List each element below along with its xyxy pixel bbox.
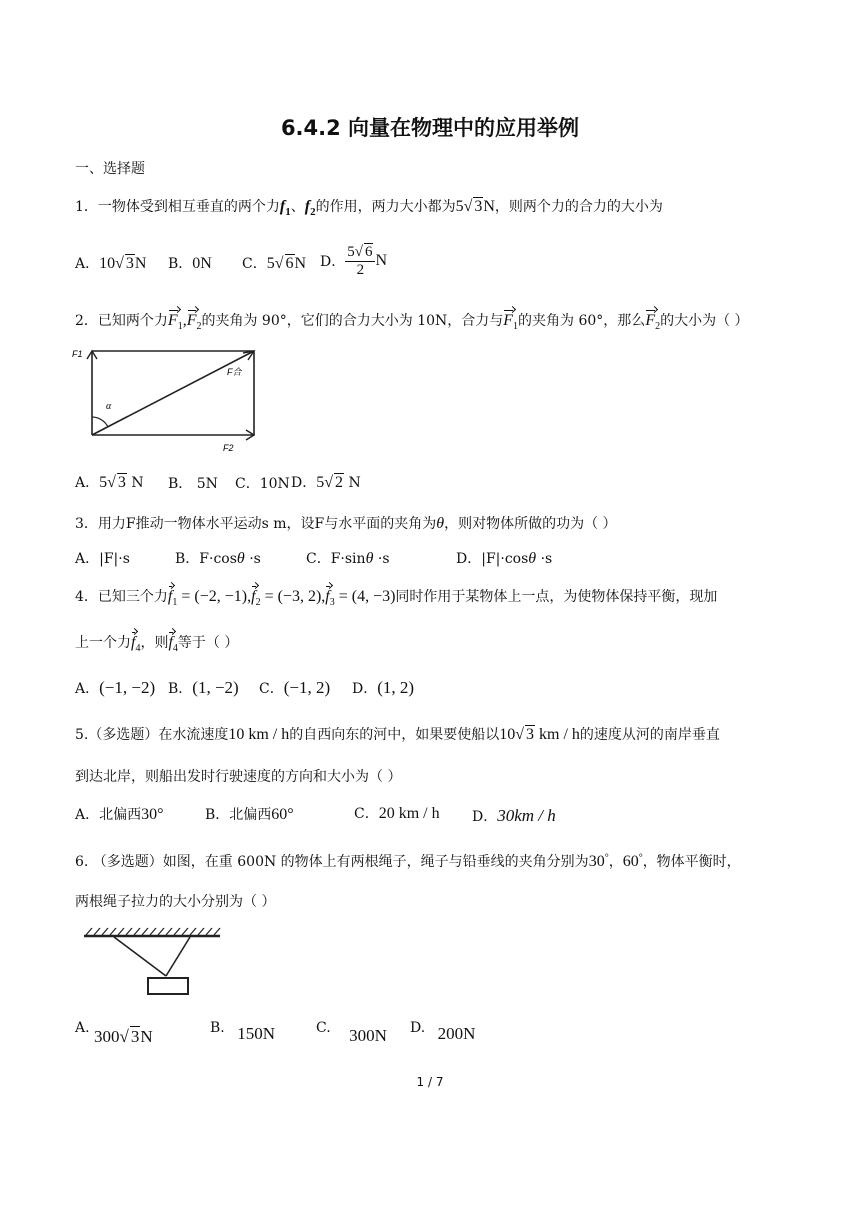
q2-middle: 的夹角为 90°，它们的合力大小为 10N，合力与 xyxy=(201,313,504,329)
q1-d-unit: N xyxy=(375,252,388,269)
q2-d-coef: 5 xyxy=(316,474,325,491)
q2-a-coef: 5 xyxy=(99,474,108,491)
q4-d-label: D． xyxy=(352,681,378,697)
q2-vec-f2b: F xyxy=(645,312,656,329)
q2-a-label: A． xyxy=(75,475,100,491)
q2-d-unit: N xyxy=(344,475,361,491)
q3-c-text: C．F·sin xyxy=(306,551,366,567)
q6-deg2: ° xyxy=(638,852,643,864)
q6-c-val: 300N xyxy=(349,1026,387,1045)
q1-f2-sub: 2 xyxy=(310,205,316,218)
q2-vec-f2: F xyxy=(186,312,197,329)
q1-c-label: C． xyxy=(242,256,267,272)
question-3 xyxy=(75,513,617,533)
q6-option-c xyxy=(316,1020,387,1045)
q5-option-d xyxy=(472,806,556,826)
q2-vec-f2b-sub: 2 xyxy=(655,320,661,332)
q1-d-num-coef: 5 xyxy=(347,244,355,260)
q2-comma: , xyxy=(182,312,187,329)
q4-f4b-sub: 4 xyxy=(172,642,178,654)
q6-d-label: D. xyxy=(410,1020,426,1036)
question-6 xyxy=(75,851,741,871)
q1-d-num-rad: 6 xyxy=(364,244,373,260)
q1-mag-coef: 5 xyxy=(455,198,464,215)
alpha-label: α xyxy=(106,401,112,412)
q1-f1-sub: 1 xyxy=(285,205,291,218)
q2-a-unit: N xyxy=(126,475,144,491)
q5-a-val: 30° xyxy=(141,806,164,823)
q3-option-a: A．|F|·s xyxy=(75,551,130,567)
f1-label: F1 xyxy=(72,349,83,359)
q3-option-d xyxy=(456,548,552,568)
q1-d-label: D． xyxy=(320,254,346,270)
q6-a-coef: 300 xyxy=(94,1027,120,1046)
q1-a-label: A． xyxy=(75,256,100,272)
q4-f1-sub: 1 xyxy=(172,596,178,608)
weight-block xyxy=(148,978,188,994)
q6-angle2: 60 xyxy=(622,853,639,870)
q6-a-rad: 3 xyxy=(130,1027,140,1046)
q4-f3-sub: 3 xyxy=(329,596,335,608)
q5-d-val: 30km / h xyxy=(497,806,556,825)
q2-option-a: A．5√ 3 N xyxy=(75,474,144,491)
question-2 xyxy=(75,310,749,332)
q2-option-c: C．10N xyxy=(235,476,290,492)
q4-option-b xyxy=(168,678,239,698)
q5-option-a xyxy=(75,804,164,824)
rope-left xyxy=(114,937,166,976)
section-heading: 一、选择题 xyxy=(75,161,145,177)
q1-d-fraction: $\frac{5√ 6}{2}$ xyxy=(345,243,375,279)
q4-f2-val: = (−3, 2), xyxy=(260,588,326,605)
q6-a-label: A. xyxy=(75,1020,90,1036)
page-title: 6.4.2 向量在物理中的应用举例 xyxy=(280,116,580,140)
q6-angle1: 30 xyxy=(588,853,605,870)
q4-vec-f1: f xyxy=(167,588,173,605)
q1-middle: 的作用，两力大小都为 xyxy=(315,199,456,215)
q1-c-rad: 6 xyxy=(285,255,294,272)
q4-f1-val: = (−2, −1), xyxy=(177,588,252,605)
ceiling-hatching xyxy=(86,928,220,935)
q1-sep: 、 xyxy=(290,199,305,215)
q6-comma: ， xyxy=(608,854,623,870)
q2-option-b: B． 5N xyxy=(168,476,218,492)
question-1: 1．一物体受到相互垂直的两个力$f_1$、$f_2$的作用，两力大小都为5√ 3N，则两个力的合力的大小为 xyxy=(75,198,663,218)
q2-vec-f1b: F xyxy=(503,312,514,329)
q1-option-d xyxy=(320,243,387,279)
q5-c-val: 20 km / h xyxy=(378,805,440,822)
q2-suffix: 的大小为（ ） xyxy=(660,313,749,329)
q3-c-theta: θ xyxy=(365,550,374,567)
q2-prefix: 2．已知两个力 xyxy=(75,313,168,329)
q2-vec-f1b-sub: 1 xyxy=(513,320,519,332)
q3-b-theta: θ xyxy=(236,550,245,567)
q1-f2: f xyxy=(304,198,311,215)
question-4-line-2 xyxy=(75,632,238,654)
page-number: 1 / 7 xyxy=(416,1075,444,1089)
q1-a-rad: 3 xyxy=(125,255,134,272)
q2-middle2: 的夹角为 60°，那么 xyxy=(518,313,646,329)
q2-vec-f1: F xyxy=(167,312,178,329)
q5-middle: 的自西向东的河中，如果要使船以 xyxy=(289,727,500,743)
q5-speed2-coef: 10 xyxy=(499,726,516,743)
q1-a-coef: 10 xyxy=(99,255,116,272)
q4-c-label: C． xyxy=(259,681,284,697)
q1-a-unit: N xyxy=(134,255,147,272)
q1-d-den: 2 xyxy=(356,262,365,278)
q1-f1: f xyxy=(279,198,286,215)
q4-f4-sub: 4 xyxy=(135,642,141,654)
question-6-line-2: 两根绳子拉力的大小分别为（ ） xyxy=(75,894,276,910)
q4-vec-f2: f xyxy=(251,588,256,605)
q4-line2-prefix: 上一个力 xyxy=(75,635,131,651)
q4-a-label: A． xyxy=(75,681,100,697)
q4-option-c xyxy=(259,678,330,698)
q6-prefix: 6. （多选题）如图，在重 600N 的物体上有两根绳子，绳子与铅垂线的夹角分别为 xyxy=(75,854,589,870)
q4-suffix: 同时作用于某物体上一点，为使物体保持平衡，现加 xyxy=(395,589,718,605)
q6-deg1: ° xyxy=(604,852,609,864)
q5-speed2-unit: km / h xyxy=(535,726,580,743)
q5-prefix: 5.（多选题）在水流速度 xyxy=(75,727,229,743)
q6-option-d xyxy=(410,1020,476,1043)
q5-option-c xyxy=(354,803,440,823)
q2-vec-f1-sub: 1 xyxy=(177,320,183,332)
fsum-label: F合 xyxy=(227,367,242,377)
q6-a-unit: N xyxy=(140,1027,153,1046)
q4-line2-mid: ，则 xyxy=(140,635,169,651)
q4-option-a xyxy=(75,678,155,698)
q5-speed2-rad: 3 xyxy=(526,726,535,743)
q4-option-d xyxy=(352,678,414,698)
q5-a-label: A．北偏西 xyxy=(75,807,142,823)
q4-b-label: B． xyxy=(168,681,193,697)
q2-vec-f2-sub: 2 xyxy=(196,320,202,332)
q2-option-d: D．5√ 2 N xyxy=(291,474,361,491)
q1-c-coef: 5 xyxy=(266,255,275,272)
q4-c-val: (−1, 2) xyxy=(283,678,331,697)
q4-vec-f3: f xyxy=(325,588,330,605)
q5-c-label: C． xyxy=(354,806,379,822)
q1-b-label: B． xyxy=(168,256,193,272)
f2-label: F2 xyxy=(223,443,234,453)
q3-d-text: D．|F|·cos xyxy=(456,551,529,567)
q3-d-tail: ·s xyxy=(536,551,553,567)
q1-option-c: C．5√ 6N xyxy=(242,255,307,272)
q1-suffix: ，则两个力的合力的大小为 xyxy=(494,199,663,215)
q3-suffix: ，则对物体所做的功为（ ） xyxy=(444,516,617,532)
q3-b-text: B．F·cos xyxy=(175,551,237,567)
q5-option-b xyxy=(205,804,294,824)
q5-b-label: B．北偏西 xyxy=(205,807,272,823)
q6-hanging-weight-diagram xyxy=(82,926,224,1000)
q4-f3-val: = (4, −3) xyxy=(334,588,396,605)
q4-prefix: 4．已知三个力 xyxy=(75,589,168,605)
q5-suffix: 的速度从河的南岸垂直 xyxy=(579,727,720,743)
q1-b-val: 0N xyxy=(192,255,212,272)
alpha-arc xyxy=(92,417,108,427)
question-5: 5.（多选题）在水流速度10 km / h的自西向东的河中，如果要使船以10√ 3 km / h的速度从河的南岸垂直 xyxy=(75,726,720,743)
q3-option-b xyxy=(175,548,261,568)
q6-option-a: A. 300√ 3N xyxy=(75,1020,153,1046)
q4-f2-sub: 2 xyxy=(255,596,261,608)
q1-option-b xyxy=(168,253,212,273)
q6-c-label: C. xyxy=(316,1020,331,1036)
q4-line2-suffix: 等于（ ） xyxy=(177,635,239,651)
q4-vec-f4: f xyxy=(131,634,136,651)
q6-suffix: ，物体平衡时， xyxy=(642,854,741,870)
q3-c-tail: ·s xyxy=(373,551,390,567)
q1-prefix: 1．一物体受到相互垂直的两个力 xyxy=(75,199,280,215)
q6-b-val: 150N xyxy=(237,1024,275,1043)
q4-b-val: (1, −2) xyxy=(192,678,239,697)
q2-d-label: D． xyxy=(291,475,317,491)
resultant-line xyxy=(92,351,254,435)
question-4 xyxy=(75,586,717,608)
q4-a-val: (−1, −2) xyxy=(99,678,156,697)
q1-option-a: A．10√ 3N xyxy=(75,255,147,272)
q6-b-label: B. xyxy=(210,1020,225,1036)
q2-force-diagram xyxy=(72,345,262,457)
q3-b-tail: ·s xyxy=(244,551,261,567)
q2-a-rad: 3 xyxy=(117,474,126,491)
q1-c-unit: N xyxy=(294,255,307,272)
q4-vec-f4b: f xyxy=(168,634,173,651)
q5-b-val: 60° xyxy=(271,806,294,823)
q6-d-val: 200N xyxy=(437,1024,476,1043)
q2-d-rad: 2 xyxy=(335,474,344,491)
q3-theta: θ xyxy=(436,515,445,532)
q5-d-label: D． xyxy=(472,809,498,825)
q3-d-theta: θ xyxy=(528,550,537,567)
q3-option-c xyxy=(306,548,390,568)
q4-d-val: (1, 2) xyxy=(377,678,415,697)
q6-option-b xyxy=(210,1020,275,1043)
q5-speed1: 10 km / h xyxy=(228,726,290,743)
rope-right xyxy=(166,937,190,976)
q1-mag-rad: 3 xyxy=(474,198,483,215)
q1-mag-unit: N xyxy=(483,198,495,215)
q3-prefix: 3．用力F推动一物体水平运动s m，设F与水平面的夹角为 xyxy=(75,516,437,532)
question-5-line-2: 到达北岸，则船出发时行驶速度的方向和大小为（ ） xyxy=(75,769,402,785)
